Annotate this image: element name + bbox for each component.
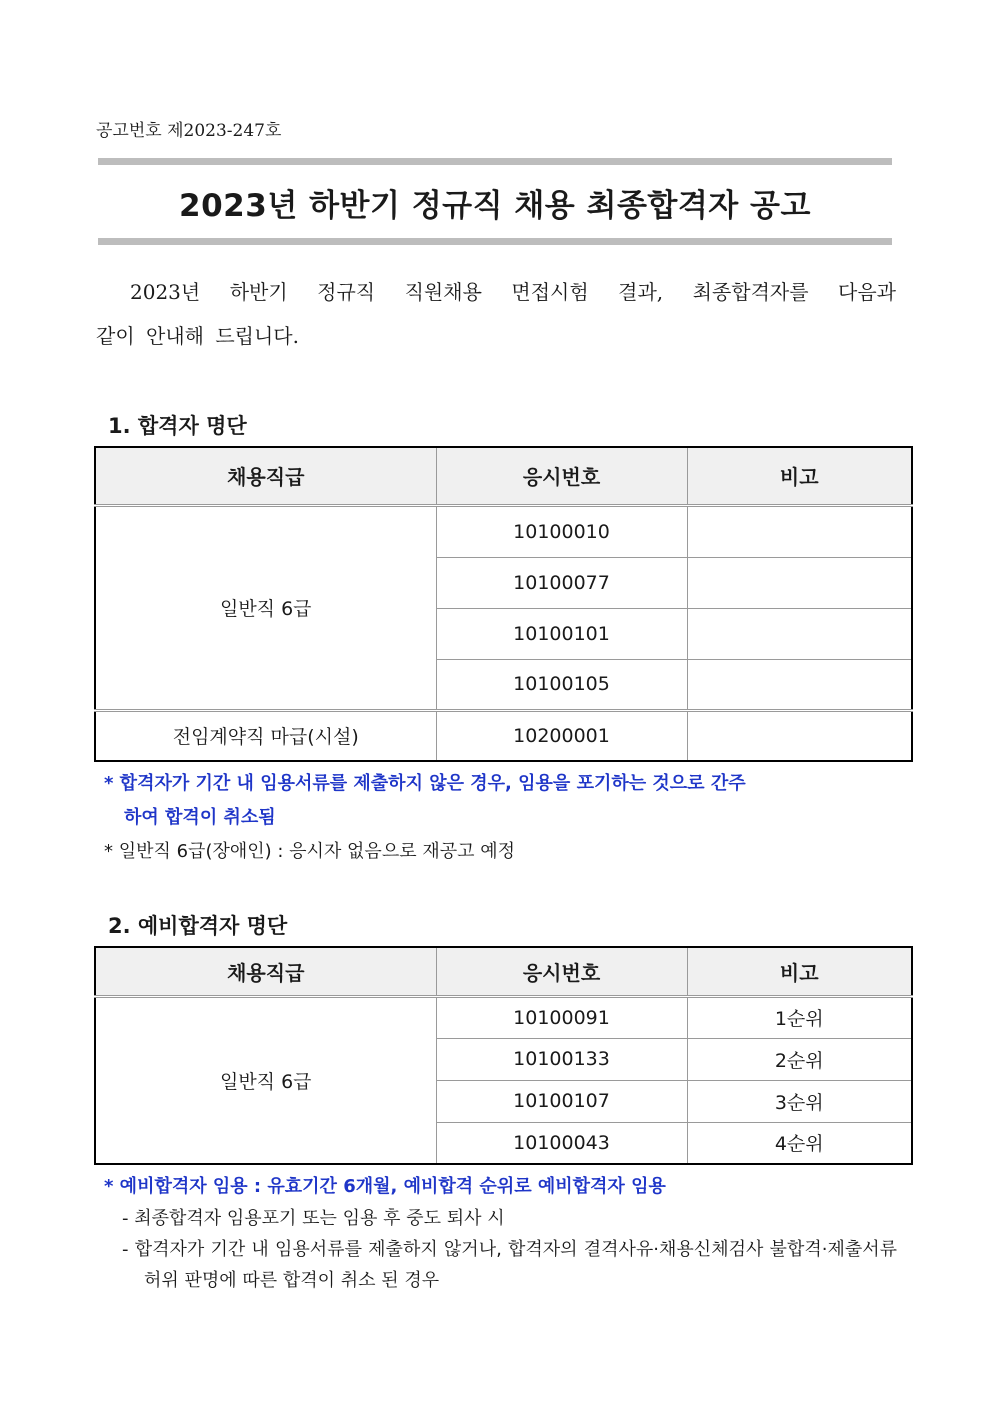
reserve-item-2: - 합격자가 기간 내 임용서류를 제출하지 않거나, 합격자의 결격사유·채용신체검사 불합격·제출서류 허위 판명에 따른 합격이 취소 된 경우 bbox=[122, 1239, 897, 1291]
note-cell: 4순위 bbox=[687, 1122, 912, 1164]
page-title: 2023년 하반기 정규직 채용 최종합격자 공고 bbox=[179, 188, 811, 224]
number-cell: 10100133 bbox=[436, 1038, 687, 1080]
intro-paragraph bbox=[96, 270, 896, 358]
section2-heading: 2. 예비합격자 명단 bbox=[108, 914, 288, 938]
number-cell: 10100101 bbox=[436, 608, 687, 659]
header-position: 채용직급 bbox=[95, 947, 436, 996]
note-cell: 1순위 bbox=[687, 996, 912, 1038]
position-cell: 일반직 6급 bbox=[95, 505, 436, 710]
number-cell: 10100077 bbox=[436, 557, 687, 608]
table-row bbox=[95, 505, 912, 557]
section1-notes bbox=[104, 767, 894, 869]
section2-items bbox=[122, 1203, 897, 1296]
reserve-item-1: - 최종합격자 임용포기 또는 임용 후 중도 퇴사 시 bbox=[122, 1208, 505, 1229]
note-cell bbox=[687, 710, 912, 761]
number-cell: 10100107 bbox=[436, 1080, 687, 1122]
number-cell: 10100043 bbox=[436, 1122, 687, 1164]
header-position: 채용직급 bbox=[95, 447, 436, 505]
number-cell: 10100105 bbox=[436, 659, 687, 710]
note-cell: 2순위 bbox=[687, 1038, 912, 1080]
header-note: 비고 bbox=[687, 447, 912, 505]
notice-number: 공고번호 제2023-247호 bbox=[96, 121, 282, 141]
header-number: 응시번호 bbox=[436, 447, 687, 505]
section2-warning bbox=[104, 1170, 894, 1204]
header-number: 응시번호 bbox=[436, 947, 687, 996]
note-cell: 3순위 bbox=[687, 1080, 912, 1122]
note-cell bbox=[687, 557, 912, 608]
section1-heading: 1. 합격자 명단 bbox=[108, 414, 247, 438]
position-cell: 일반직 6급 bbox=[95, 996, 436, 1164]
warning-line-1: * 합격자가 기간 내 임용서류를 제출하지 않은 경우, 임용을 포기하는 것으로 간주 bbox=[104, 773, 746, 794]
table-row bbox=[95, 710, 912, 761]
intro-line-1: 2023년 하반기 정규직 직원채용 면접시험 결과, 최종합격자를 다음과 bbox=[130, 280, 896, 304]
info-note: * 일반직 6급(장애인) : 응시자 없음으로 재공고 예정 bbox=[104, 841, 515, 862]
note-cell bbox=[687, 659, 912, 710]
table-row bbox=[95, 996, 912, 1038]
header-note: 비고 bbox=[687, 947, 912, 996]
table-header-row bbox=[95, 947, 912, 996]
reserve-candidates-table bbox=[94, 946, 913, 1165]
intro-line-2: 같이 안내해 드립니다. bbox=[96, 324, 299, 348]
note-cell bbox=[687, 505, 912, 557]
number-cell: 10200001 bbox=[436, 710, 687, 761]
title-top-rule bbox=[98, 158, 892, 165]
table-header-row bbox=[95, 447, 912, 505]
reserve-warning: * 예비합격자 임용 : 유효기간 6개월, 예비합격 순위로 예비합격자 임용 bbox=[104, 1176, 666, 1197]
passed-candidates-table bbox=[94, 446, 913, 762]
position-cell: 전임계약직 마급(시설) bbox=[95, 710, 436, 761]
number-cell: 10100091 bbox=[436, 996, 687, 1038]
number-cell: 10100010 bbox=[436, 505, 687, 557]
note-cell bbox=[687, 608, 912, 659]
title-bottom-rule bbox=[98, 238, 892, 245]
warning-line-2: 하여 합격이 취소됨 bbox=[124, 807, 276, 828]
